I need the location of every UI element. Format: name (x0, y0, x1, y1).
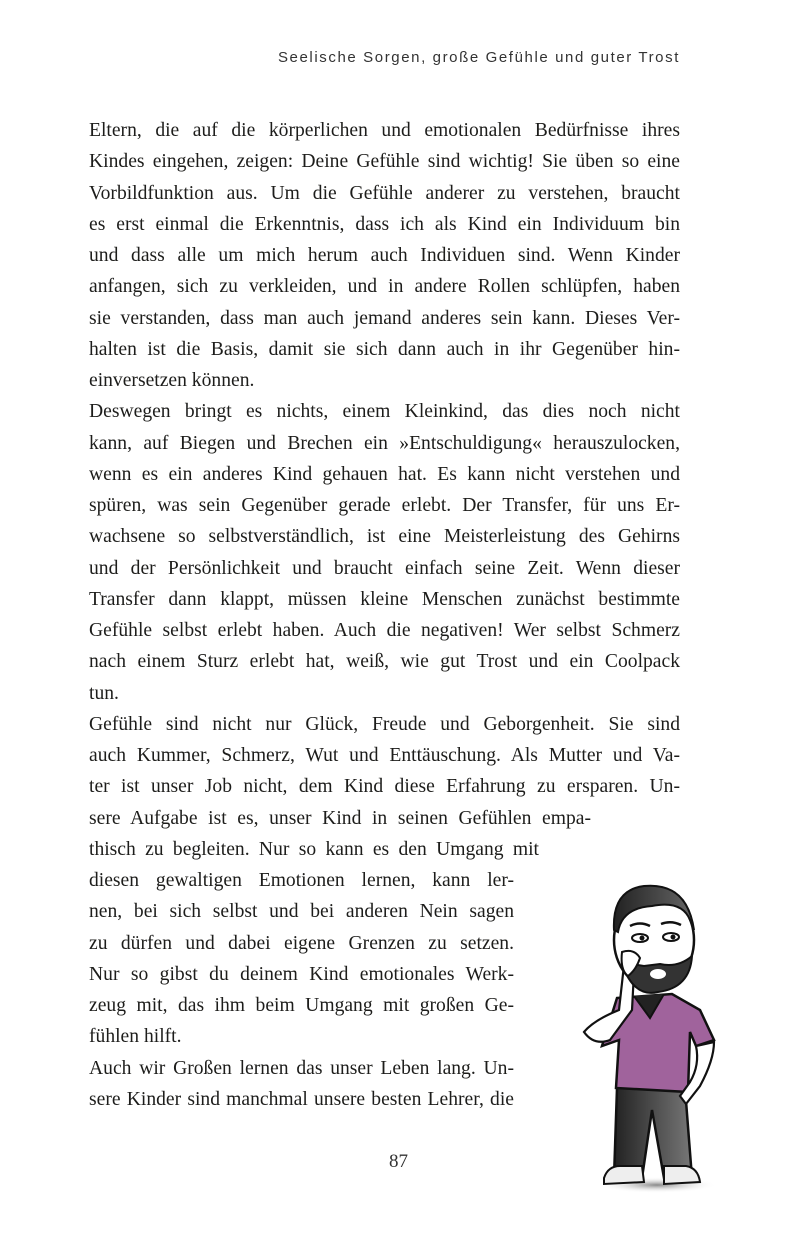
text-line: einversetzen können. (89, 370, 255, 391)
text-line: wenn es ein anderes Kind gehauen hat. Es kann nicht verstehen und (89, 463, 680, 485)
text-line: Deswegen bringt es nichts, einem Kleinkind, das dies noch nicht (89, 401, 680, 423)
text-line: halten ist die Basis, damit sie sich dann auch in ihr Gegenüber hin- (89, 338, 680, 360)
text-line: Gefühle selbst erlebt haben. Auch die negativen! Wer selbst Schmerz (89, 620, 680, 641)
text-line: Gefühle sind nicht nur Glück, Freude und Geborgenheit. Sie sind (89, 713, 680, 735)
paragraph (89, 396, 680, 709)
text-line: zeug mit, das ihm beim Umgang mit großen Ge- (89, 995, 514, 1016)
text-line: auch Kummer, Schmerz, Wut und Enttäuschung. Als Mutter und Va- (89, 745, 680, 766)
text-line: Transfer dann klappt, müssen kleine Menschen zunächst bestimmte (89, 588, 680, 610)
text-line: diesen gewaltigen Emotionen lernen, kann ler- (89, 870, 514, 891)
text-line: Auch wir Großen lernen das unser Leben lang. Un- (89, 1057, 514, 1079)
text-line: wachsene so selbstverständlich, ist eine Meisterleistung des Gehirns (89, 526, 680, 548)
text-line: und dass alle um mich herum auch Individuen sind. Wenn Kinder (89, 245, 680, 266)
text-line: es erst einmal die Erkenntnis, dass ich als Kind ein Individuum bin (89, 213, 680, 235)
text-line: zu dürfen und dabei eigene Grenzen zu setzen. (89, 932, 514, 954)
text-line: thisch zu begleiten. Nur so kann es den Umgang mit (89, 838, 539, 860)
text-line: Eltern, die auf die körperlichen und emotionalen Bedürfnisse ihres (89, 120, 680, 141)
text-line: fühlen hilft. (89, 1026, 182, 1048)
page-number: 87 (389, 1151, 408, 1172)
text-line: ter ist unser Job nicht, dem Kind diese Erfahrung zu ersparen. Un- (89, 776, 680, 798)
text-line: anfangen, sich zu verkleiden, und in andere Rollen schlüpfen, haben (89, 276, 680, 298)
text-line: und der Persönlichkeit und braucht einfach seine Zeit. Wenn dieser (89, 557, 680, 579)
text-line: spüren, was sein Gegenüber gerade erlebt. Der Transfer, für uns Er- (89, 495, 680, 516)
text-line: nach einem Sturz erlebt hat, weiß, wie gut Trost und ein Coolpack (89, 651, 680, 673)
text-line: sie verstanden, dass man auch jemand anderes sein kann. Dieses Ver- (89, 307, 680, 329)
text-line: nen, bei sich selbst und bei anderen Nein sagen (89, 901, 514, 923)
text-line: tun. (89, 682, 119, 704)
text-line: Vorbildfunktion aus. Um die Gefühle anderer zu verstehen, braucht (89, 182, 680, 204)
running-header: Seelische Sorgen, große Gefühle und guter Trost (277, 49, 680, 66)
text-line: Nur so gibst du deinem Kind emotionales Werk- (89, 963, 514, 985)
text-line: kann, auf Biegen und Brechen ein »Entschuldigung« herauszulocken, (89, 432, 680, 454)
text-line: sere Kinder sind manchmal unsere besten Lehrer, die (89, 1088, 514, 1110)
paragraph (89, 115, 680, 396)
text-line: sere Aufgabe ist es, unser Kind in seinen Gefühlen empa- (89, 807, 591, 829)
bearded-man-illustration (572, 860, 732, 1200)
text-line: Kindes eingehen, zeigen: Deine Gefühle sind wichtig! Sie üben so eine (89, 151, 680, 173)
